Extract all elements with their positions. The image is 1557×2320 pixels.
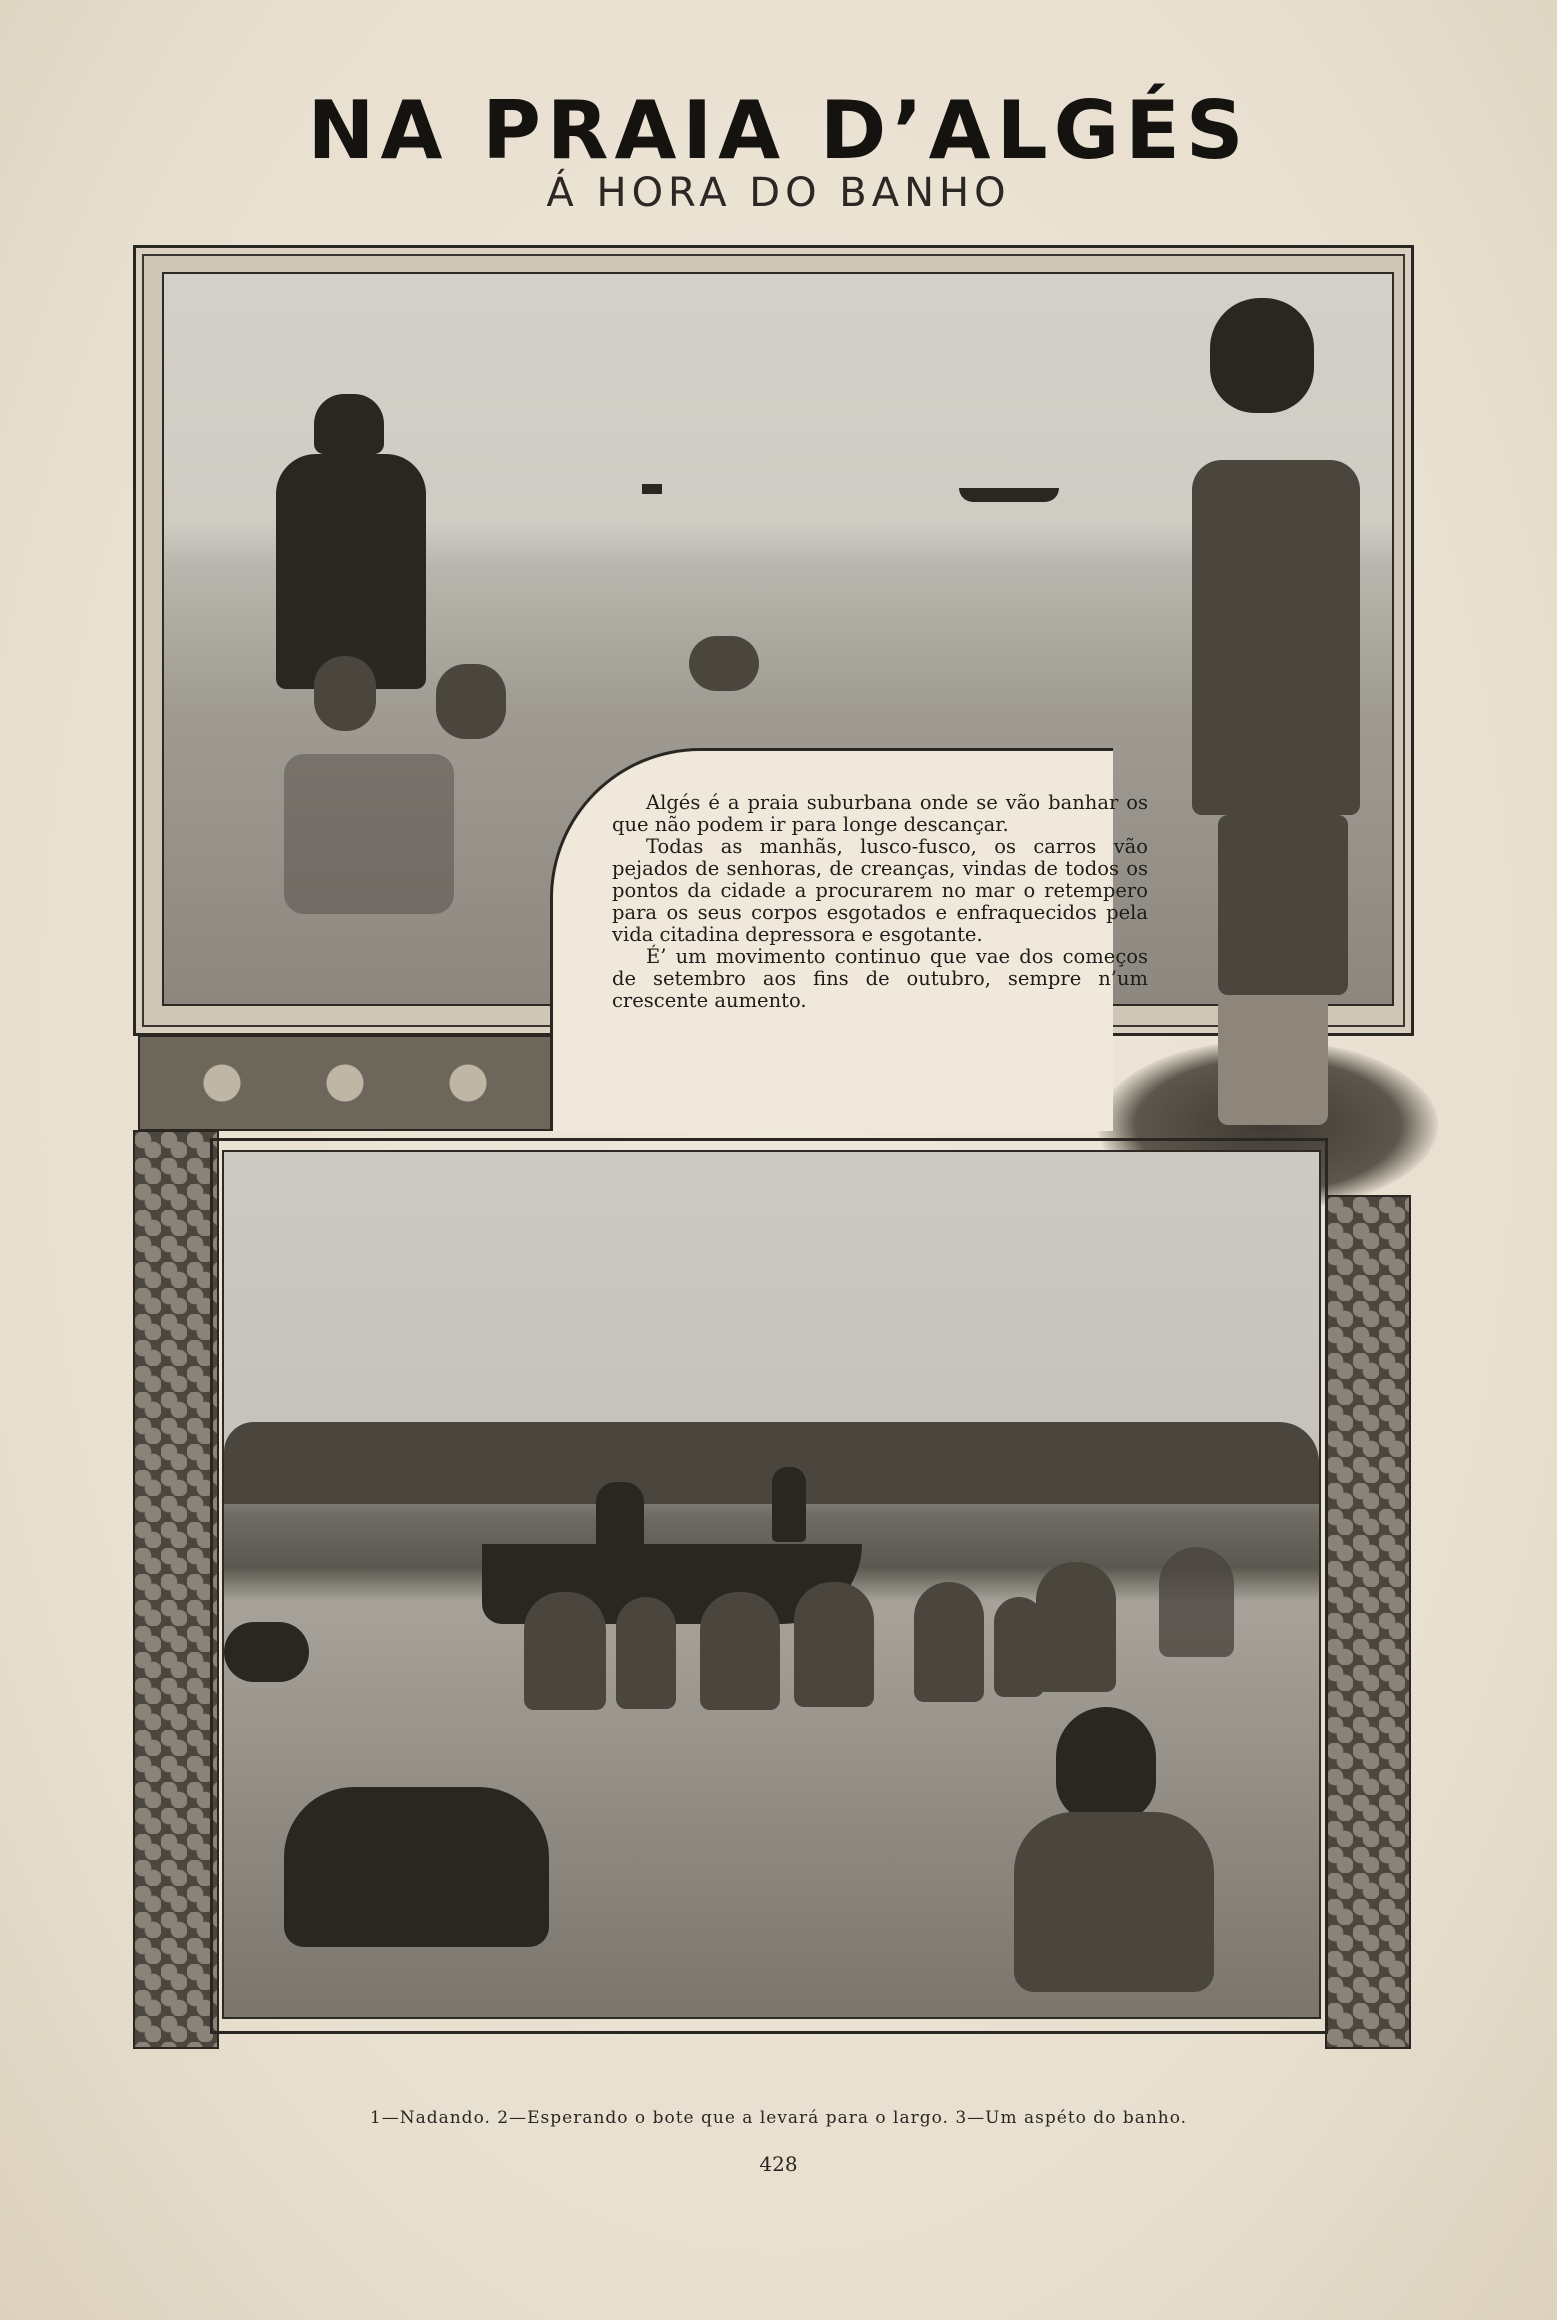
girl-legs-silhouette bbox=[1218, 815, 1348, 995]
bather-silhouette bbox=[700, 1592, 780, 1710]
striped-swimsuit-silhouette bbox=[1014, 1812, 1214, 1992]
bather-silhouette bbox=[616, 1597, 676, 1709]
pebble-border-left bbox=[133, 1130, 219, 2049]
article-text bbox=[612, 792, 1148, 1012]
article-paragraph-3: É’ um movimento continuo que vae dos começos de setembro aos fins de outubro, sempre n’um crescente aumento. bbox=[612, 945, 1148, 1012]
small-boat-silhouette bbox=[642, 484, 662, 494]
girl-body-silhouette bbox=[1192, 460, 1360, 815]
child-silhouette bbox=[314, 656, 376, 731]
swimmer-silhouette bbox=[224, 1622, 309, 1682]
bather-silhouette bbox=[914, 1582, 984, 1702]
man-silhouette bbox=[314, 394, 384, 454]
boy-swimming-silhouette bbox=[284, 1787, 549, 1947]
boatman-silhouette bbox=[772, 1467, 806, 1542]
page-number: 428 bbox=[759, 2152, 798, 2176]
boatman-silhouette bbox=[596, 1482, 644, 1552]
page-title: NA PRAIA D’ALGÉS bbox=[307, 84, 1250, 177]
girl-feet-silhouette bbox=[1218, 995, 1328, 1125]
bather-silhouette bbox=[524, 1592, 606, 1710]
bather-silhouette bbox=[1159, 1547, 1234, 1657]
art-nouveau-ornament bbox=[138, 1035, 552, 1131]
article-paragraph-2: Todas as manhãs, lusco-fusco, os carros vão pejados de senhoras, de creanças, vindas de todos os pontos da cidade a procurarem no mar o retempero para os seus corpos esgotados e enfraquecidos pela vida citadina depressora e esgotante. bbox=[612, 835, 1148, 946]
boy-laughing-silhouette bbox=[1056, 1707, 1156, 1822]
swimmer-silhouette bbox=[689, 636, 759, 691]
article-paragraph-1: Algés é a praia suburbana onde se vão banhar os que não podem ir para longe descançar. bbox=[612, 791, 1148, 836]
man-body-silhouette bbox=[276, 454, 426, 689]
photo-bathing-crowd bbox=[222, 1150, 1321, 2019]
bather-silhouette bbox=[794, 1582, 874, 1707]
photo-caption: 1—Nadando. 2—Esperando o bote que a levará para o largo. 3—Um aspéto do banho. bbox=[369, 2108, 1188, 2128]
child-silhouette bbox=[436, 664, 506, 739]
page-subtitle: Á HORA DO BANHO bbox=[546, 170, 1011, 216]
water-reflection bbox=[284, 754, 454, 914]
boat-silhouette bbox=[959, 488, 1059, 502]
girl-head-silhouette bbox=[1210, 298, 1314, 413]
bather-silhouette bbox=[1036, 1562, 1116, 1692]
pebble-border-right bbox=[1325, 1195, 1411, 2049]
